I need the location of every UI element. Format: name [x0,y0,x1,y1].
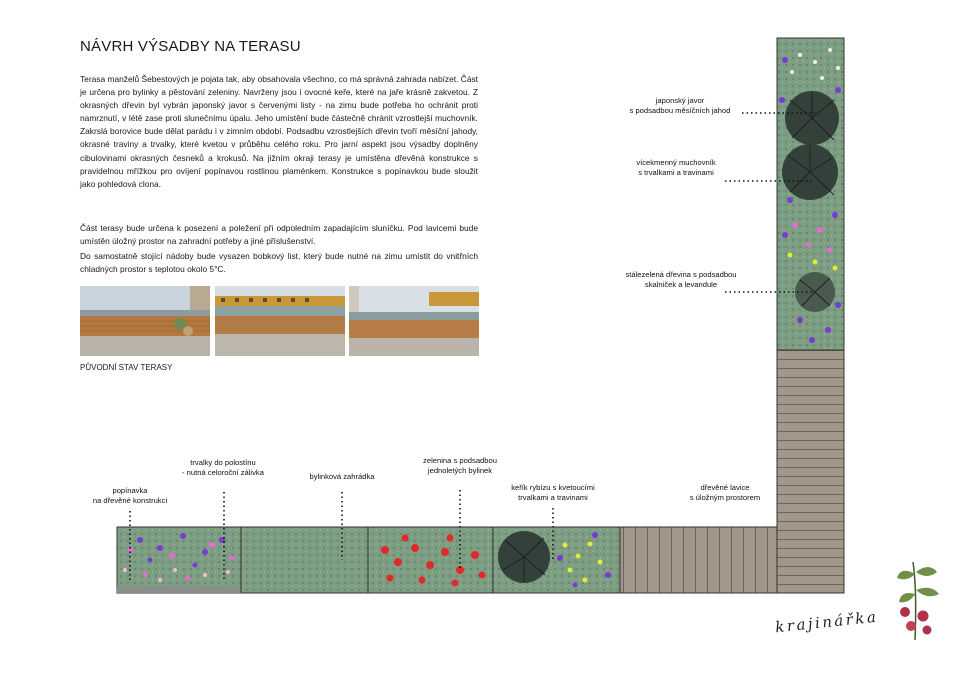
bed-currant [493,527,620,593]
brand-logo: krajinářka [774,607,880,637]
label-perennials: trvalky do polostínu - nutná celoroční zálivka [182,458,264,477]
label-currant: keřík rybízu s kvetoucími trvalkami a travinami [511,483,595,502]
label-herb-garden: bylinková zahrádka [309,472,375,481]
page-title: NÁVRH VÝSADBY NA TERASU [80,38,301,55]
description-paragraph-2: Část terasy bude určena k posezení a poležení při odpoledním zapadajícím sluníčku. Pod lavicemi bude umístěn úložný prostor na zahradní potřeby a jiné příslušenství. [80,223,478,247]
wooden-deck [620,350,844,593]
label-maple: japonský javor s podsadbou měsíčních jahod [629,96,731,115]
label-climber: popínavka na dřevěné konstrukci [92,486,168,505]
bed-herbs [241,527,368,593]
description-paragraph-3: Do samostatně stojící nádoby bude vysazen bobkový list, který bude nutné na zimu umístit do vnitřních chladných prostor s teplotou okolo 5°C. [80,251,478,275]
bed-vegetables [368,527,493,593]
label-serviceberry: vícekmenný muchovník s trvalkami a travinami [636,158,716,177]
label-vegetables: zelenina s podsadbou jednoletých bylinek [423,456,497,475]
bed-climber [117,527,241,593]
leader-lines [130,113,815,580]
bed-right-column [777,38,844,350]
photo-caption: PŮVODNÍ STAV TERASY [80,363,173,372]
raspberry-sprig-icon [893,560,945,642]
label-evergreen: stálezelená dřevina s podsadbou skalniček a levandule [625,270,737,289]
label-bench: dřevěné lavice s úložným prostorem [689,483,761,502]
description-paragraph-1: Terasa manželů Šebestových je pojata tak, aby obsahovala všechno, co má správná zahrada nabízet. Část je určena pro bylinky a pěstování zeleniny. Navrženy jsou i ovocné keře, které na jaře krásně zakvetou. Z okrasných dřevin byl vybrán japonský javor s červenými listy - na zimu bude potřeba ho ochránit proti namrznutí, v létě zase proti slunečnímu úpalu. Jeho umístění bude částečně chránit vzrostlejší muchovník. Zakrslá borovice bude dělat parádu i v zimním období. Podsadbu vzrostlejších dřevin tvoří měsíční jahody, okrasné traviny a trvalky, které kvetou v průběhu celého roku. Pro jarní aspekt jsou výsadby doplněny cibulovinami okrasných česneků a krokusů. Na jižním okraji terasy je umístěna dřevěná konstrukce s pravidelnou mřížkou pro ovíjení popínavou rostlinou plaménkem. Konstrukce s popínavkou bude sloužit jako pohledová clona. [80,74,478,189]
